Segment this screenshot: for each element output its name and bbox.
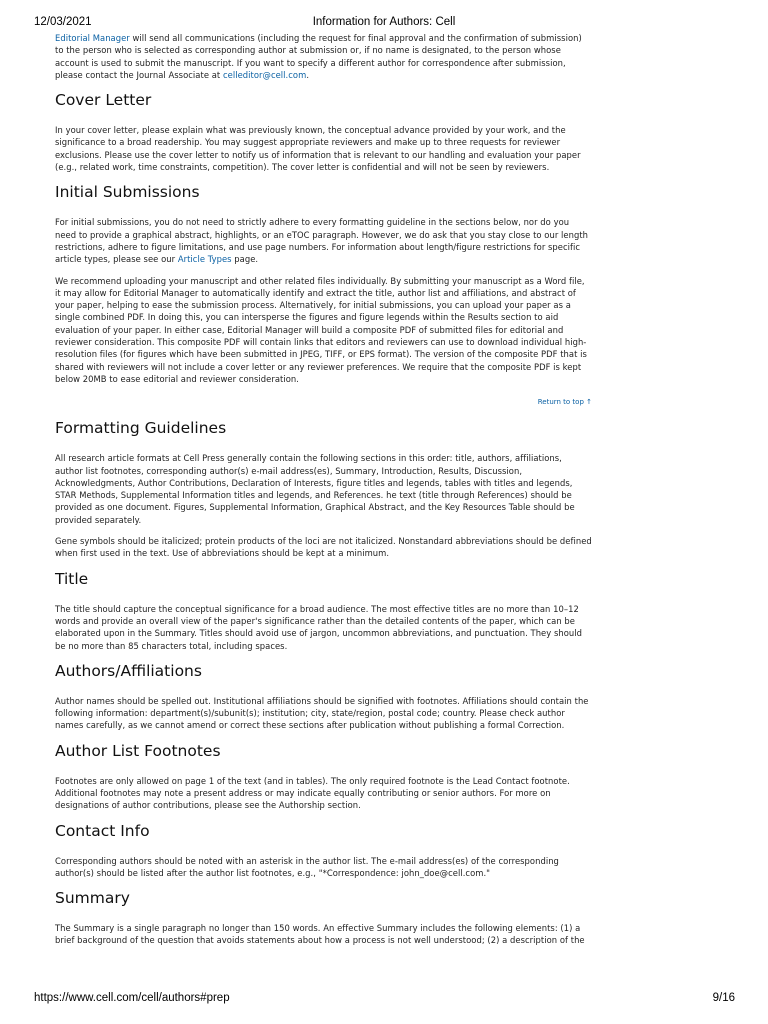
editorial-manager-link[interactable]: Editorial Manager [55, 33, 130, 43]
print-page-title: Information for Authors: Cell [312, 16, 456, 28]
cover-letter-paragraph: In your cover letter, please explain what was previously known, the conceptual advance provided by your work, and the significance to a broad readership. You may suggest appropriate reviewers and make up to three requests for reviewer exclusions. Please use the cover letter to notify us of information that is relevant to our handling and evaluation your paper (e.g., related work, time constraints, competition). The cover letter is confidential and will not be seen by reviewers. [55, 125, 581, 173]
title-paragraph: The title should capture the conceptual significance for a broad audience. The most effective titles are no more than 10–12 words and provide an overall view of the paper's significance rather than the detailed contents of the paper, which can be elaborated upon in the Summary. Titles should avoid use of jargon, uncommon abbreviations, and punctuation. They should be no more than 85 characters total, including spaces. [55, 603, 583, 651]
summary-heading: Summary [55, 889, 130, 908]
formatting-paragraph-2: Gene symbols should be italicized; protein products of the loci are not italicized. Nonstandard abbreviations should be defined when first used in the text. Use of abbreviations should be kept at a minimum. [55, 536, 592, 559]
celleditor-email-link[interactable]: celleditor@cell.com [222, 69, 307, 80]
contact-info-paragraph: Corresponding authors should be noted with an asterisk in the author list. The e-mail address(es) of the corresponding author(s) should be listed after the author list footnotes, e.g., "*Correspondence: john_doe@cell.com." [55, 855, 559, 878]
print-date: 12/03/2021 [34, 16, 92, 28]
initial-submissions-heading: Initial Submissions [55, 183, 200, 202]
print-header [0, 16, 768, 32]
intro-paragraph: Editorial Manager will send all communications (including the request for final approval and the confirmation of submission) to the person who is selected as corresponding author at submission or, if no name is designated, to the person whose account is used to submit the manuscript. If you want to specify a different author for correspondence after submission, please contact the Journal Associate at celleditor@cell.com. [55, 33, 582, 80]
print-url: https://www.cell.com/cell/authors#prep [34, 992, 230, 1004]
return-to-top [55, 398, 592, 406]
cover-letter-heading: Cover Letter [55, 91, 152, 110]
article-types-link[interactable]: Article Types [177, 254, 232, 265]
author-list-footnotes-heading: Author List Footnotes [55, 741, 221, 760]
authors-affiliations-heading: Authors/Affiliations [55, 661, 202, 680]
authors-affiliations-paragraph: Author names should be spelled out. Institutional affiliations should be signified with footnotes. Affiliations should contain the following information: department(s)/subunit(s); institution; city, state/region, postal code; country. Please check author names carefully, as we cannot amend or correct these sections after publication without publishing a formal Correction. [55, 695, 589, 731]
title-heading: Title [55, 569, 89, 588]
article-content [55, 32, 592, 956]
print-footer [0, 992, 768, 1008]
author-list-footnotes-paragraph: Footnotes are only allowed on page 1 of the text (and in tables). The only required footnote is the Lead Contact footnote. Additional footnotes may note a present address or may indicate equally contributing or senior authors. For more on designations of author contributions, please see the Authorship section. [55, 775, 570, 811]
summary-paragraph: The Summary is a single paragraph no longer than 150 words. An effective Summary includes the following elements: (1) a brief background of the question that avoids statements about how a process is not well understood; (2) a description of the [55, 923, 585, 946]
initial-submissions-paragraph-1: For initial submissions, you do not need to strictly adhere to every formatting guideline in the sections below, nor do you need to provide a graphical abstract, highlights, or an eTOC paragraph. However, we do ask that you stay close to our length restrictions, adhere to figure limitations, and use page numbers. For information about length/figure restrictions for specific article types, please see our Article Types page. [55, 217, 589, 265]
formatting-guidelines-heading: Formatting Guidelines [55, 419, 227, 438]
formatting-paragraph-1: All research article formats at Cell Press generally contain the following sections in this order: title, authors, affiliations, author list footnotes, corresponding author(s) e-mail address(es), Summary, Introduction, Results, Discussion, Acknowledgments, Author Contributions, Declaration of Interests, figure titles and legends, tables with titles and legends, STAR Methods, Supplemental Information titles and legends, and References. he text (title through References) should be provided as one document. Figures, Supplemental Information, Graphical Abstract, and the Key Resources Table should be provided separately. [55, 453, 575, 525]
contact-info-heading: Contact Info [55, 821, 150, 840]
print-page-number: 9/16 [712, 992, 735, 1004]
return-to-top-link[interactable]: Return to top ↑ [537, 398, 592, 407]
initial-submissions-paragraph-2: We recommend uploading your manuscript and other related files individually. By submitting your manuscript as a Word file, it may allow for Editorial Manager to automatically identify and extract the title, author list and affiliations, and abstract of your paper, helping to ease the submission process. Alternatively, for initial submissions, you can upload your paper as a single combined PDF. In doing this, you can intersperse the figures and figure legends within the Results section to aid evaluation of your paper. In either case, Editorial Manager will build a composite PDF of submitted files for editorial and reviewer consideration. This composite PDF will contain links that editors and reviewers can use to download individual high-resolution files (for figures which have been submitted in JPEG, TIFF, or EPS format). The version of the composite PDF that is shared with reviewers will not include a cover letter or any reviewer preferences. We require that the composite PDF is kept below 20MB to ease editorial and reviewer consideration. [55, 275, 587, 384]
